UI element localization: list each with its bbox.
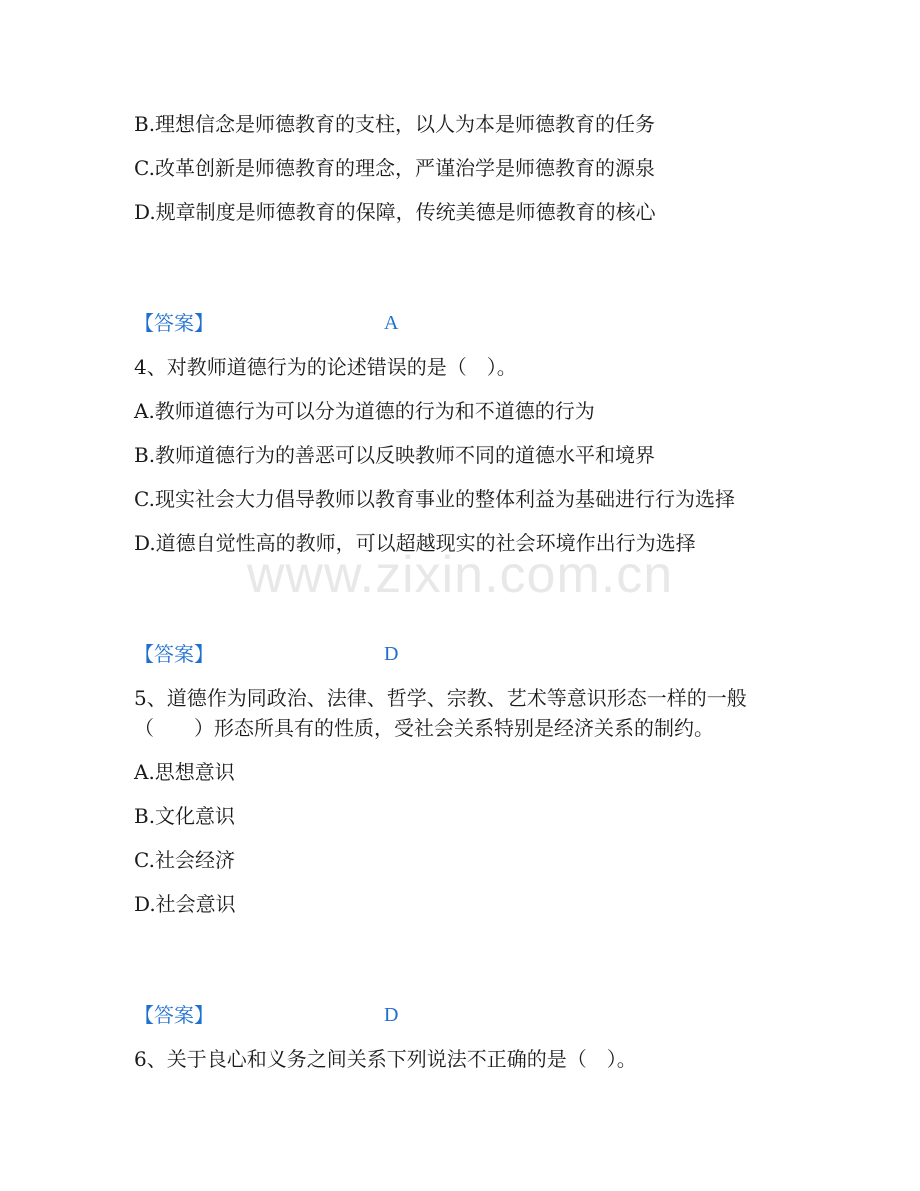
q5-option-d: D.社会意识 (134, 892, 236, 916)
q5-option-b: B.文化意识 (134, 804, 236, 828)
q3-option-b: B.理想信念是师德教育的支柱，以人为本是师德教育的任务 (134, 112, 656, 136)
answer-value: D (384, 1004, 399, 1026)
q4-option-a: A.教师道德行为可以分为道德的行为和不道德的行为 (134, 399, 595, 423)
answer-label: 【答案】 (134, 311, 214, 335)
q4-option-c: C.现实社会大力倡导教师以教育事业的整体利益为基础进行行为选择 (134, 487, 735, 511)
answer-label: 【答案】 (134, 642, 214, 666)
q5-stem-line2: （ ）形态所具有的性质，受社会关系特别是经济关系的制约。 (134, 716, 714, 740)
answer-value: A (384, 312, 399, 334)
q4-option-b: B.教师道德行为的善恶可以反映教师不同的道德水平和境界 (134, 443, 656, 467)
q3-option-d: D.规章制度是师德教育的保障，传统美德是师德教育的核心 (134, 200, 656, 224)
q5-option-c: C.社会经济 (134, 848, 235, 872)
answer-label: 【答案】 (134, 1003, 214, 1027)
watermark: www.zixin.com.cn (246, 546, 674, 604)
q4-answer (134, 642, 399, 666)
answer-value: D (384, 643, 399, 665)
q5-option-a: A.思想意识 (134, 760, 235, 784)
q6-stem: 6、关于良心和义务之间关系下列说法不正确的是（ ）。 (134, 1047, 637, 1071)
q4-stem: 4、对教师道德行为的论述错误的是（ ）。 (134, 355, 517, 379)
q4-option-d: D.道德自觉性高的教师，可以超越现实的社会环境作出行为选择 (134, 531, 696, 555)
q3-answer (134, 311, 399, 335)
q5-answer (134, 1003, 399, 1027)
q5-stem-line1: 5、道德作为同政治、法律、哲学、宗教、艺术等意识形态一样的一般 (134, 686, 747, 710)
q3-option-c: C.改革创新是师德教育的理念，严谨治学是师德教育的源泉 (134, 156, 655, 180)
